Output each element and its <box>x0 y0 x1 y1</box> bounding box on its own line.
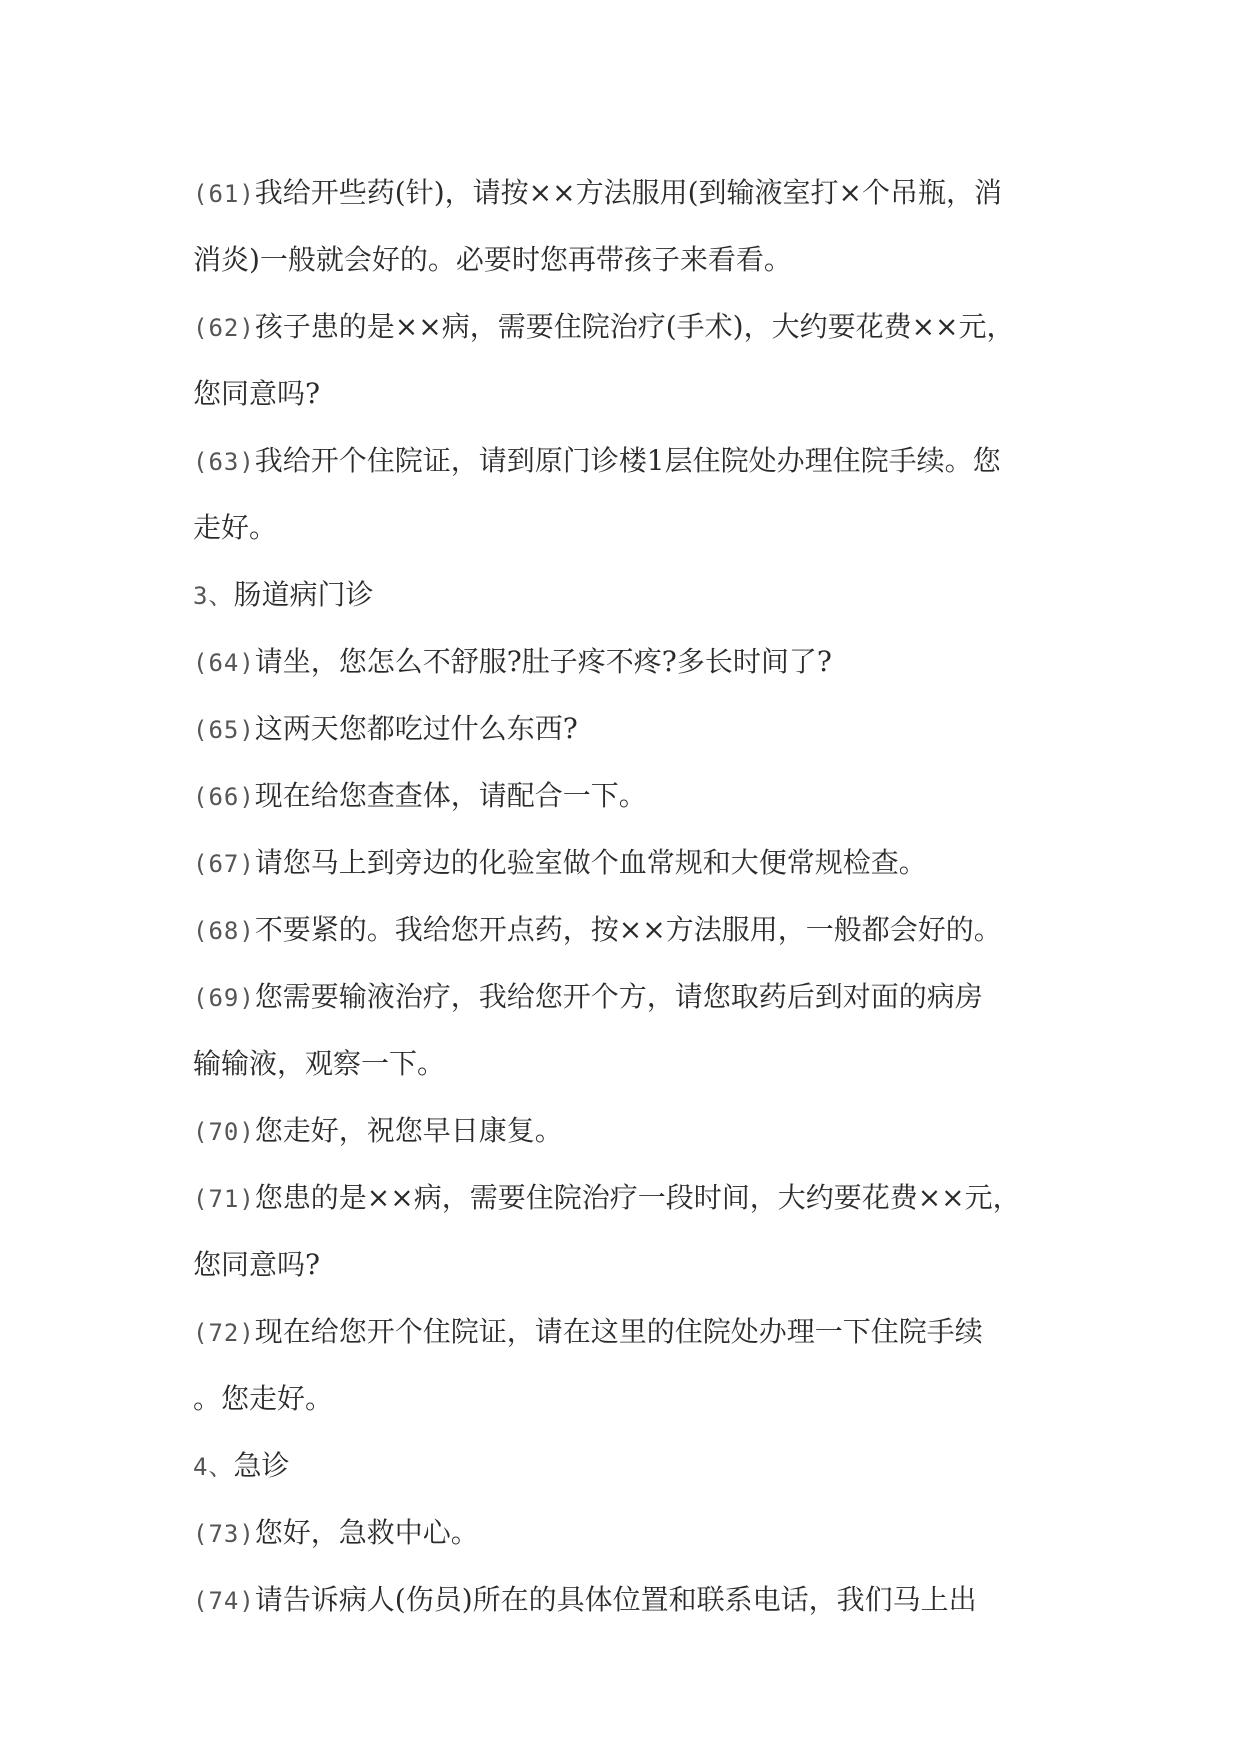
line-text: 请坐，您怎么不舒服?肚子疼不疼?多长时间了? <box>254 645 832 678</box>
section-number: 4、 <box>193 1453 234 1481</box>
item-number: (62) <box>193 314 255 342</box>
document-body <box>193 160 1055 1634</box>
text-line <box>193 1165 1055 1232</box>
text-line <box>193 294 1055 361</box>
line-text: 您好，急救中心。 <box>254 1516 479 1549</box>
section-heading <box>193 562 1055 629</box>
text-line <box>193 1299 1055 1366</box>
section-heading <box>193 1433 1055 1500</box>
line-text: 输输液，观察一下。 <box>193 1047 446 1080</box>
line-text: 您同意吗? <box>193 377 321 410</box>
item-number: (65) <box>193 716 255 744</box>
item-number: (68) <box>193 917 255 945</box>
line-text: 我给开个住院证，请到原门诊楼1层住院处办理住院手续。您 <box>254 444 1001 477</box>
text-line <box>193 160 1055 227</box>
section-number: 3、 <box>193 582 234 610</box>
text-line <box>193 1031 1055 1098</box>
line-text: 您患的是××病，需要住院治疗一段时间，大约要花费××元， <box>254 1181 1021 1214</box>
line-text: 请告诉病人(伤员)所在的具体位置和联系电话，我们马上出 <box>254 1583 977 1616</box>
item-number: (61) <box>193 180 255 208</box>
text-line <box>193 964 1055 1031</box>
line-text: 现在给您查查体，请配合一下。 <box>254 779 647 812</box>
text-line <box>193 495 1055 562</box>
text-line <box>193 428 1055 495</box>
text-line <box>193 897 1055 964</box>
text-line <box>193 830 1055 897</box>
text-line <box>193 696 1055 763</box>
text-line <box>193 227 1055 294</box>
item-number: (70) <box>193 1118 255 1146</box>
text-line <box>193 1232 1055 1299</box>
line-text: 请您马上到旁边的化验室做个血常规和大便常规检查。 <box>254 846 927 879</box>
line-text: 现在给您开个住院证，请在这里的住院处办理一下住院手续 <box>254 1315 983 1348</box>
line-text: 不要紧的。我给您开点药，按××方法服用，一般都会好的。 <box>254 913 1002 946</box>
item-number: (69) <box>193 984 255 1012</box>
line-text: 孩子患的是××病，需要住院治疗(手术)，大约要花费××元， <box>254 310 1015 343</box>
text-line <box>193 1567 1055 1634</box>
text-line <box>193 763 1055 830</box>
text-line <box>193 361 1055 428</box>
item-number: (71) <box>193 1185 255 1213</box>
item-number: (66) <box>193 783 255 811</box>
item-number: (63) <box>193 448 255 476</box>
line-text: 您需要输液治疗，我给您开个方，请您取药后到对面的病房 <box>254 980 983 1013</box>
line-text: 您同意吗? <box>193 1248 321 1281</box>
item-number: (72) <box>193 1319 255 1347</box>
text-line <box>193 1366 1055 1433</box>
line-text: 这两天您都吃过什么东西? <box>254 712 578 745</box>
text-line <box>193 629 1055 696</box>
line-text: 走好。 <box>193 511 278 544</box>
text-line <box>193 1098 1055 1165</box>
section-title: 急诊 <box>233 1449 290 1482</box>
section-title: 肠道病门诊 <box>233 578 374 611</box>
line-text: 我给开些药(针)，请按××方法服用(到输液室打×个吊瓶，消 <box>254 176 1002 209</box>
item-number: (64) <box>193 649 255 677</box>
text-line <box>193 1500 1055 1567</box>
item-number: (67) <box>193 850 255 878</box>
line-text: 。您走好。 <box>193 1382 334 1415</box>
item-number: (73) <box>193 1520 255 1548</box>
line-text: 您走好，祝您早日康复。 <box>254 1114 563 1147</box>
line-text: 消炎)一般就会好的。必要时您再带孩子来看看。 <box>193 243 792 276</box>
item-number: (74) <box>193 1587 255 1615</box>
